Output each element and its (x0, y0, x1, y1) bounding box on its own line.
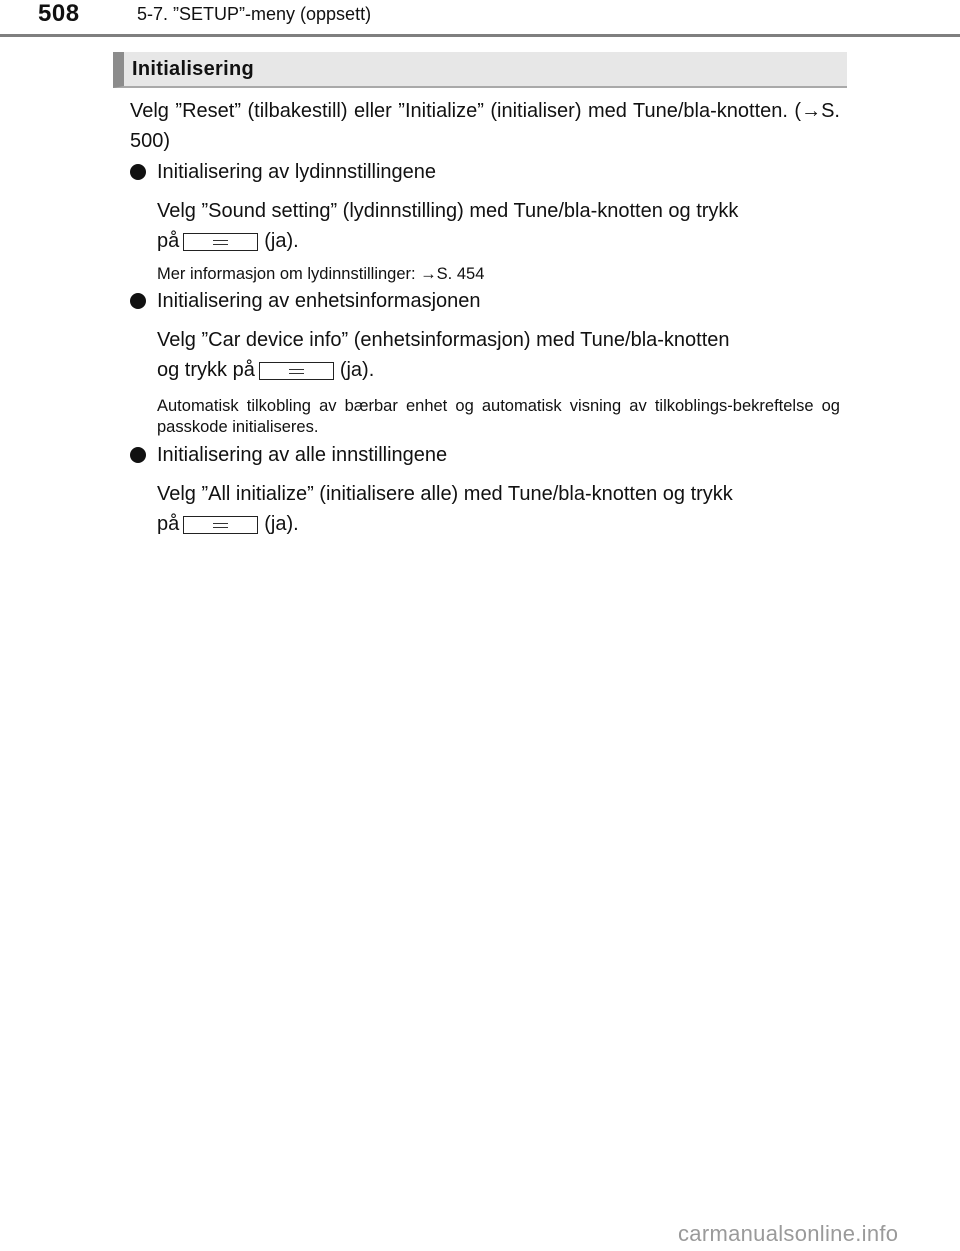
note-text: Automatisk tilkobling av bærbar enhet og automatisk visning av tilkoblings-bekreftelse og passkode initialiseres. (157, 397, 840, 436)
header-rule (0, 34, 960, 37)
intro-paragraph: Velg ”Reset” (tilbakestill) eller ”Initialize” (initialiser) med Tune/bla-knotten. (→S. 500) (130, 100, 840, 152)
bullet-icon (130, 447, 146, 463)
yes-button-icon (259, 362, 334, 380)
instruction-line-2 (157, 226, 840, 256)
instruction-text: på (157, 513, 180, 535)
page-number: 508 (38, 0, 80, 27)
bullet-icon (130, 164, 146, 180)
bullet-heading: Initialisering av lydinnstillingene (157, 161, 437, 183)
bullet-icon (130, 293, 146, 309)
instruction-text: på (157, 230, 180, 252)
instruction-line-2 (157, 355, 840, 385)
instruction-paragraph (157, 196, 840, 256)
watermark: carmanualsonline.info (678, 1221, 899, 1246)
instruction-line: Velg ”Car device info” (enhetsinformasjon) med Tune/bla-knotten (157, 329, 730, 351)
instruction-paragraph (157, 325, 840, 385)
instruction-line: Velg ”All initialize” (initialisere alle) med Tune/bla-knotten og trykk (157, 483, 733, 505)
bullet-heading: Initialisering av enhetsinformasjonen (157, 290, 481, 312)
instruction-text: og trykk på (157, 359, 255, 381)
instruction-paragraph (157, 479, 840, 539)
instruction-text: (ja). (339, 359, 375, 381)
instruction-line: Velg ”Sound setting” (lydinnstilling) med Tune/bla-knotten og trykk (157, 200, 739, 222)
bullet-heading: Initialisering av alle innstillingene (157, 444, 448, 466)
yes-button-icon (183, 516, 258, 534)
section-title: Initialisering (132, 58, 255, 80)
instruction-text: (ja). (264, 230, 299, 252)
instruction-line-2 (157, 509, 840, 539)
yes-button-icon (183, 233, 258, 251)
instruction-text: (ja). (264, 513, 299, 535)
note-text: Mer informasjon om lydinnstillinger: →S. 454 (157, 265, 485, 283)
section-header-bar (113, 52, 847, 88)
chapter-title: 5-7. ”SETUP”-meny (oppsett) (137, 4, 372, 24)
